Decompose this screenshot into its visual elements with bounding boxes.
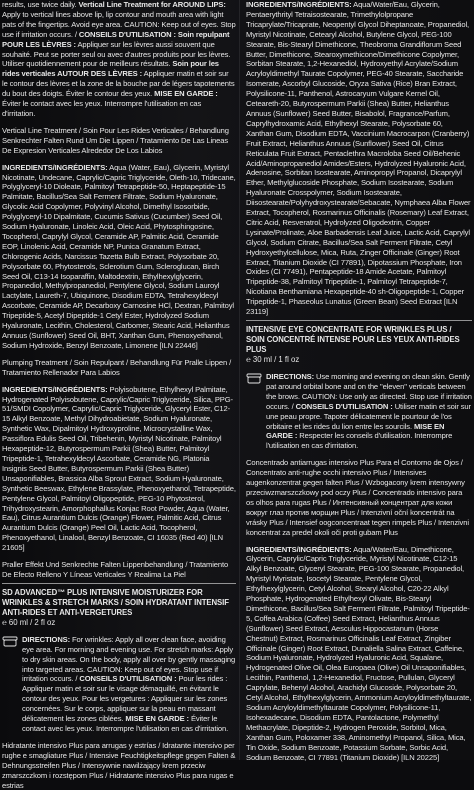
directions-label: DIRECTIONS: — [266, 372, 315, 381]
mise-en-garde-text: Respecter les conseils d'utilisation. Interrompre l'utilisation en cas d'irritation. — [266, 431, 453, 451]
ingredients-list: Polyisobutene, Ethylhexyl Palmitate, Hydrogenated Polyisobutene, Caprylic/Capric Triglyceride, Silica, PPG-51/SMDI Copolymer, Caprylic/Capric Triglyceride, Glyceryl Ester, C12-15 Alkyl Benzoate, Methyl Dihydroabietate, Sodium Hyaluronate, Synthetic Wax, Dipalmitoyl Hydroxyproline, Microcrystalline Wax, Passiflora Edulis Seed Oil, Tribehenin, Myristyl Nicotinate, Palmitoyl Hexapeptide-12, Butyrospermum Parkii (Shea) Butter, Palmitoyl Tripeptide-1, Tetrahexyldecyl Ascorbate, Ceramide NG, Platonia Insignis Seed Butter, Butyrospermum Parkii (Shea Butter) Unsaponifiables, Brassica Alba Sprout Extract, Sodium Hyaluronate, Synthetic Beeswax, Ethylene Brassylate, Phenoxyethanol, Tetrapeptide, Pentylene Glycol, Palmitoyl Oligopeptide, PEG-10 Phytosterol, Trihydroxystearin, Amorphophallus Konjac Root Powder, Aqua (Water, Eau), Citrus Aurantium Dulcis (Orange) Flower, Palmitic Acid, Citrus Aurantium Dulcis (Orange) Peel Oil, Lactic Acid, Tocopherol, Phenoxyethanol, Linalool, Benzyl Benzoate, CI 16035 (Red 40) — [2, 384, 236, 543]
lip-directions-part-1: results, use twice daily. — [2, 0, 79, 9]
ingredients-label: INGREDIENTS/INGRÉDIENTS: — [2, 162, 108, 172]
ingredients-list: Aqua (Water, Eau), Glycerin, Myristyl Nicotinate, Undecane, Caprylic/Capric Triglyceride, Oleth-10, Tridecane, Polyglyceryl-10 Dioleate, Palmitoyl Tetrapeptide-50, Heptapeptide-15 Palmitate, Bacillus/Sea Salt Ferment Filtrate, Sodium Hyaluronate, Glycolic Acid Copolymer, Polyvinyl Alcohol, Dimethyl Isosorbide, Polyglyceryl-10 Dipalmitate, Cucumis Sativus (Cucumber) Seed Oil, Sodium Hyaluronate, Linoleic Acid, Oleic Acid, Phytosphingosine, Tocopherol, Caprylyl Glycol, Ceramide AP, Palmitic Acid, Ceramide EOP, Linolenic Acid, Ceramide NP, Punica Granatum Extract, Chlorogenic Acids, Narcissus Tazetta Bulb Extract, Polysorbate 20, Polysorbate 60, Phytosterols, Sclerotium Gum, Scleroglucan, Birch Seed Oil, C13-14 Isoparaffin, Maltodextrin, Ethylhexylglycerin, Propanediol, Methylpropanediol, Pentylene Glycol, Sodium Lauroyl Lactylate, Laureth-7, Ubiquinone, Disodium EDTA, Tetrahexyldecyl Ascorbate, Ceramide AP, Decarboxy Carnosine HCl, Dextran, Palmitoyl Tripeptide-5, Acetyl Dipeptide-1 Cetyl Ester, Hydrolyzed Sodium Hyaluronate, Lecithin, Cholesterol, Carbomer, Stearic Acid, Helianthus Annuus (Sunflower) Seed Oil, BHT, Xanthan Gum, Phenoxyethanol, Sodium Hydroxide, Benzyl Benzoate, Limonene — [2, 162, 236, 350]
moisturizer-translations: Hidratante intensivo Plus para arrugas y estrías / Idratante intensivo per rughe e smagliature Plus / Intensive Feuchtigkeitspflege gegen Falten & Dehnungsstreifen Plus / Intensywnie nawilżający krem przeciw zmarszczkom i rozstępom Plus / Hidratante intensivo Plus para rugas e estrias — [2, 740, 236, 790]
section-rule — [246, 320, 472, 321]
lip-caution-text: Éviter le contact avec les yeux. Interrompre l'utilisation en cas d'irritation. — [2, 99, 202, 118]
moisturizer-directions-text — [22, 635, 236, 734]
plumping-footer: Praller Effekt Und Senkrechte Falten Lippenbehandlung / Tratamiento De Efecto Relleno Y Líneas Verticales Y Realima La Piel — [2, 560, 229, 579]
eye-ingredients-2 — [246, 545, 472, 763]
lip-directions-part-2: Apply to vertical lines above lip, lip contour and mouth area with light pats of the fingertips. Avoid eye area. CAUTION: Keep out of eyes. Stop use if irritation occurs. / — [2, 9, 236, 39]
moisturizer-size — [2, 618, 236, 628]
ingredients-list: Aqua/Water/Eau, Dimethicone, Glycerin, Caprylic/Capric Triglyceride, Myristyl Nicotinate, C12-15 Alkyl Benzoate, Glyceryl Stearate, PEG-100 Stearate, Propanediol, Myristyl Myristate, Isocetyl Stearate, Pentylene Glycol, Ethylhexylglycerin, Cetyl Alcohol, Stearyl Alcohol, C20-22 Alkyl Phosphate, Hydrogenated Ethylhexyl Olivate, Bis-Stearyl Dimethicone, Bacillus/Sea Salt Ferment Filtrate, Palmitoyl Tripeptide-5, Coffea Arabica (Coffee) Seed Extract, Helianthus Annuus (Sunflower) Seed Extract, Aesculus Hippocastanum (Horse Chestnut) Extract, Rosmarinus Officinalis Leaf Extract, Zingiber Officinale (Ginger) Root Extract, Dunaliella Salina Extract, Caffeine, Sodium Hyaluronate, Hydrolyzed Hyaluronic Acid, Squalane, Hydrogenated Olive Oil, Olea Europaea (Olive) Oil Unsaponifiables, Lecithin, Panthenol, 1,2-Hexanediol, Fructose, Pullulan, Glyceryl Caprylate, Behenyl Alcohol, Arachidyl Glucoside, Polysorbate 20, Cetyl Alcohol, Ethylhexylglycerin, Ammonium Acryloyldimethyltaurate, Sodium Acryloyldimethyltaurate Copolymer, Polysilicone-11, Isohexadecane, Disodium EDTA, Pantolactone, Polymethyl Methacrylate, Dipeptide-2, Hydrogen Peroxide, Sorbitol, Mica, Xanthan Gum, Poloxamer 338, Aminomethyl Propanol, Silica, Mica, Tin Oxide, Sodium Benzoate, Potassium Sorbate, Sorbic Acid, Sodium Benzoate, CI 77891 (Titanium Dioxide) — [246, 544, 472, 762]
left-column — [2, 0, 236, 790]
lip-directions-part-4: Appliquer matin et soir sur le contour des lèvres et la zone de la bouche par de légers tapotements du bout des doigts. Éviter le contour des yeux. — [2, 69, 235, 99]
lip-directions-heading-1: Vertical Line Treatment for AROUND LIPS: — [78, 0, 226, 9]
mise-en-garde-label: MISE EN GARDE : — [125, 714, 189, 724]
moisturizer-title: SD ADVANCED™ PLUS INTENSIVE MOISTURIZER FOR WRINKLES & STRETCH MARKS / SOIN HYDRATANT INTENSIF ANTI-RIDES ET ANTI-VERGETURES — [2, 587, 229, 617]
ingredients-code: [ILN 23119] — [246, 297, 458, 317]
vertical-line-ingredients — [2, 163, 236, 351]
ingredients-label: INGREDIENTS/INGRÉDIENTS: — [246, 544, 352, 554]
eye-ingredients — [246, 0, 472, 317]
plumping-ingredients — [2, 385, 236, 553]
directions-text: For wrinkles: Apply all over clean face, avoiding eye area. For morning and evening use. For stretch marks: Apply to dry skin areas. On the body, apply all over by gently massaging into targeted areas. CAUTION: Keep out of eyes. Stop use if irritation occurs. / — [22, 634, 236, 684]
estimated-sign-icon: ℮ — [246, 355, 253, 364]
eye-concentrate-size — [246, 355, 472, 365]
plumping-title: Plumping Treatment / Soin Repulpant / Behandlung Für Pralle Lippen / Tratamiento Rellenador Para Labios — [2, 357, 232, 377]
lip-directions-part-3: Appliquer sur les lèvres aussi souvent que souhaité. Peut se porter seul ou avec d'autres produits pour les lèvres. Utiliser quotidiennement pour de meilleurs résultats. — [2, 39, 231, 69]
ingredients-code: [ILN 22446] — [159, 340, 198, 350]
moisturizer-size-value: 60 ml / 2 fl oz — [8, 617, 56, 627]
section-rule — [2, 583, 236, 584]
lip-directions — [2, 0, 236, 119]
conseils-text: Utiliser matin et soir sur une peau propre. Tapoter délicatement le pourtour de l'os orbitaire et les rides du lion entre les sourcils. — [266, 401, 471, 431]
ingredients-code: [ILN 21605] — [2, 533, 224, 553]
conseils-label: CONSEILS D'UTILISATION : — [79, 674, 177, 684]
directions-label: DIRECTIONS: — [22, 634, 71, 644]
conseils-text: Pour les rides : Appliquer matin et soir sur le visage démaquillé, en évitant le contour des yeux. Pour les vergetures : Appliquer sur les zones concernées. Sur le corps, appliquer sur la peau en massant délicatement les zones ciblées. — [22, 674, 228, 724]
eye-translations: Concentrado antiarrugas intensivo Plus Para el Contorno de Ojos / Concentrato anti-rughe occhi intensivo Plus / Intensives augenkonzentrat gegen falten Plus / Wzbogacony krem intensywny przeciwzmarszczkowy pod oczy Plus / Concentrado intensivo para os olhos para rugas Plus / Интенсивный концентрат для кожи вокруг глаз против морщин Plus / Intenzivní oční koncentrát na vrásky Plus / Intensief oogconcentraat tegen rimpels Plus / Intenzivni koncentrat za predel okoli oči proti gubam Plus — [246, 458, 469, 537]
directions-text: Use morning and evening on clean skin. Gently pat around orbital bone and on the "eleven" verticals between the brows. CAUTION: Use only as directed. Stop use if irritation occurs. / — [266, 372, 472, 411]
ingredients-list: Aqua/Water/Eau, Glycerin, Pentaerythrityl Tetraisostearate, Trimethylolpropane Tricaprylate/Tricaprate, Neopentyl Glycol Diheptanoate, Propanediol, Myristyl Nicotinate, Cetearyl Alcohol, Butylene Glycol, PEG-100 Stearate, Bis-Stearyl Dimethicone, Theobroma Grandiflorum Seed Butter, Dimethicone, Stearoxymethicone/Dimethicone Copolymer, Sorbitan Stearate, 1,2-Hexanediol, Hydroxyethyl Acrylate/Sodium Acryloyldimethyl Taurate Copolymer, PEG-40 Stearate, Saccharide Isomerate, Ascorbyl Glucoside, Oryza Sativa (Rice) Bran Extract, Polysilicone-11, Panthenol, Astrocaryum Vulgare Kernel Oil, Ceteareth-20, Butyrospermum Parkii (Shea) Butter, Helianthus Annuus (Sunflower) Seed Butter, Bisabolol, Fragrance/Parfum, Caprylhydroxamic Acid, Ethylhexyl Stearate, Polysorbate 60, Xanthan Gum, Disodium EDTA, Vaccinium Macrocarpon (Cranberry) Fruit Extract, Helianthus Annuus (Sunflower) Seed Oil, Citrus Reticulata Fruit Extract, Pentaclethra Macroloba Seed Oil/Behenic Acid/Aminopropanediol Amides/Esters, Hydrolyzed Hyaluronic Acid, Adenosine, Sorbitan Isostearate, Aminopropyl Propanol, Dicaprylyl Ether, Methylglucoside Phosphate, Sodium Isostearate, Sodium Hyaluronate Crosspolymer, Sodium Isostearate, Diisostearate/Polyhydroxystearate/Sebacate, Nymphaea Alba Flower Extract, Tocopherol, Rosmarinus Officinalis (Rosemary) Leaf Extract, Citric Acid, Resveratrol, Hydrolyzed Oligodextrin, Copper Lysinate/Prolinate, Aloe Barbadensis Leaf Juice, Lactic Acid, Caprylyl Glycol, Sodium Citrate, Bacillus/Sea Salt Ferment Filtrate, Cetyl Hydroxyethylcellulose, Mica, Ruta, Zinger Officinale (Ginger) Root Extract, Titanium Dioxide (CI 77891), Dipotassium Phosphate, Iron Oxides (CI 77491), Pentapeptide-18 Amide Acetate, Palmitoyl Tripeptide-38, Palmitoyl Tripeptide-1, Palmitoyl Tetrapeptide-7, Nicotiana Benthamiana Hexapeptide-40 sh-Oligopeptide-1, Copper Tripeptide-1, Phaseolus Lunatus (Green Bean) Seed Extract — [246, 0, 471, 307]
eye-directions — [246, 372, 472, 451]
conseils-label: CONSEILS D'UTILISATION : — [295, 401, 393, 411]
ingredients-label: INGREDIENTS/INGRÉDIENTS: — [2, 384, 108, 394]
eye-directions-text — [266, 372, 472, 451]
ingredients-label: INGREDIENTS/INGRÉDIENTS: — [246, 0, 352, 9]
eye-concentrate-title: INTENSIVE EYE CONCENTRATE FOR WRINKLES PLUS / SOIN CONCENTRÉ INTENSE POUR LES YEUX ANTI-RIDES PLUS — [246, 325, 460, 354]
vertical-line-title: Vertical Line Treatment / Soin Pour Les Rides Verticales / Behandlung Senkrechter Falten Rund Um Die Lippen / Tratamiento De Las Lineas De Expresion Verticales Alrededor De Los Labios — [2, 125, 229, 155]
estimated-sign-icon: ℮ — [2, 617, 9, 627]
mise-en-garde-text: Éviter le contact avec les yeux. Interrompre l'utilisation en cas d'irritation. — [22, 714, 229, 733]
eye-concentrate-size-value: 30 ml / 1 fl oz — [252, 355, 300, 364]
lip-caution-heading: MISE EN GARDE : — [154, 89, 218, 99]
jar-icon — [2, 636, 18, 647]
ingredients-code: [ILN 20225] — [401, 752, 440, 762]
lip-directions-heading-2: CONSEILS D'UTILISATION : Soin repulpant POUR LES LÈVRES : — [2, 29, 230, 49]
lip-directions-heading-3: Soin pour les rides verticales AUTOUR DES LÈVRES : — [2, 59, 219, 79]
jar-icon — [246, 373, 262, 384]
mise-en-garde-label: MISE EN GARDE : — [266, 421, 445, 441]
moisturizer-directions — [2, 635, 236, 734]
column-divider — [239, 0, 240, 760]
right-column — [246, 0, 472, 760]
